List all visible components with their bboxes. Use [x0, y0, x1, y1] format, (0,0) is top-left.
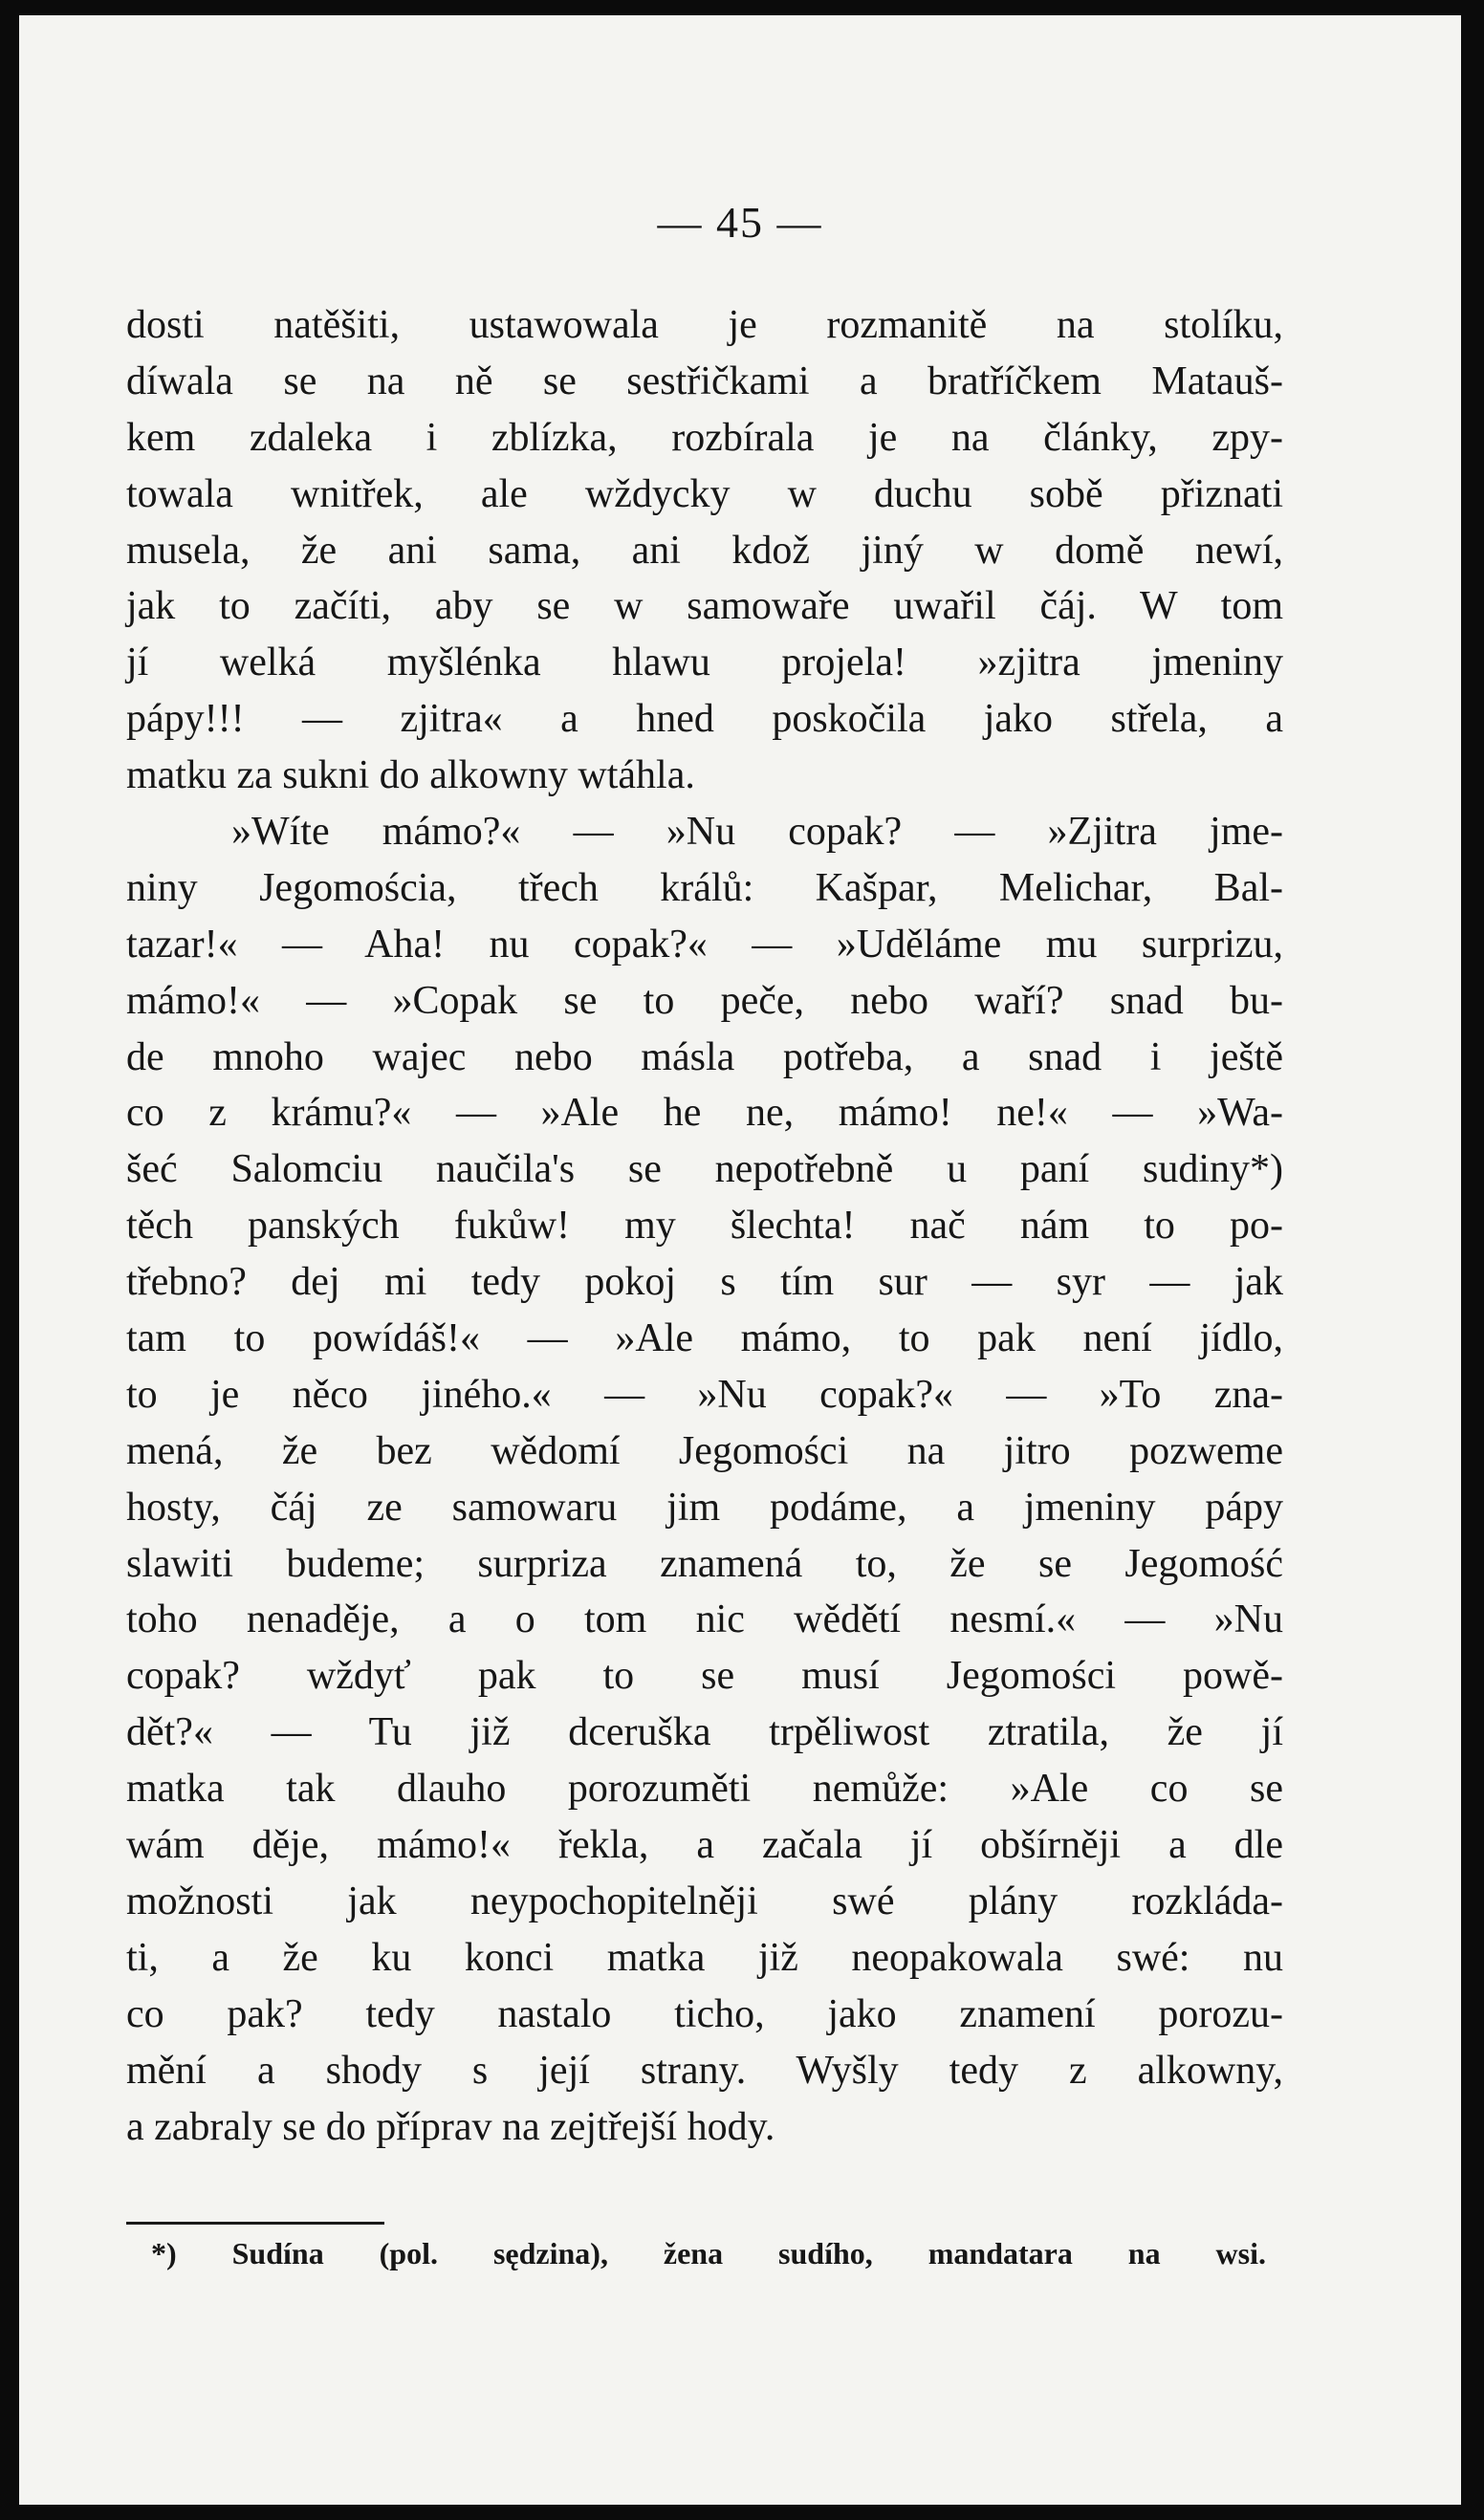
text-line: ti, a že ku konci matka již neopakowala swé: nu	[126, 1935, 1283, 1980]
text-line: co pak? tedy nastalo ticho, jako znamení porozu-	[126, 1991, 1283, 2036]
text-line: wám děje, mámo!« řekla, a začala jí obšírněji a dle	[126, 1823, 1283, 1868]
text-line: jí welká myšlénka hlawu projela! »zjitra jmeniny	[126, 641, 1283, 685]
text-line: de mnoho wajec nebo másla potřeba, a snad i ještě	[126, 1034, 1283, 1079]
text-line: dět?« — Tu již dceruška trpěliwost ztratila, že jí	[126, 1710, 1283, 1755]
text-line: matku za sukni do alkowny wtáhla.	[126, 753, 695, 798]
text-line: třebno? dej mi tedy pokoj s tím sur — syr — jak	[126, 1260, 1283, 1305]
text-line: musela, že ani sama, ani kdož jiný w domě newí,	[126, 528, 1283, 573]
text-line: »Wíte mámo?« — »Nu copak? — »Zjitra jme-	[231, 810, 1283, 855]
text-line: jak to začíti, aby se w samowaře uwařil čáj. W tom	[126, 584, 1283, 629]
text-line: těch panských fukůw! my šlechta! nač nám to po-	[126, 1204, 1283, 1249]
text-line: tam to powídáš!« — »Ale mámo, to pak není jídlo,	[126, 1316, 1283, 1361]
body-text	[126, 297, 1283, 2155]
text-line: matka tak dlauho porozuměti nemůže: »Ale co se	[126, 1767, 1283, 1812]
text-line: mámo!« — »Copak se to peče, nebo waří? snad bu-	[126, 978, 1283, 1023]
text-line: niny Jegomościa, třech králů: Kašpar, Melichar, Bal-	[126, 865, 1283, 910]
text-line: towala wnitřek, ale wždycky w duchu sobě přiznati	[126, 471, 1283, 516]
text-line: šeć Salomciu naučila's se nepotřebně u paní sudiny*)	[126, 1147, 1283, 1192]
text-line: mění a shody s její strany. Wyšly tedy z alkowny,	[126, 2048, 1283, 2093]
text-line: pápy!!! — zjitra« a hned poskočila jako střela, a	[126, 697, 1283, 742]
text-line: kem zdaleka i zblízka, rozbírala je na články, zpy-	[126, 415, 1283, 460]
text-line: díwala se na ně se sestřičkami a bratříčkem Matauš-	[126, 358, 1283, 403]
text-line: možnosti jak neypochopitelněji swé plány rozkláda-	[126, 1879, 1283, 1923]
text-line: toho nenaděje, a o tom nic wědětí nesmí.« — »Nu	[126, 1597, 1283, 1642]
text-line: dosti natěšiti, ustawowala je rozmanitě na stolíku,	[126, 303, 1283, 347]
text-line: a zabraly se do příprav na zejtřejší hody.	[126, 2104, 775, 2149]
book-page	[19, 15, 1461, 2505]
text-line: hosty, čáj ze samowaru jim podáme, a jmeniny pápy	[126, 1485, 1283, 1530]
text-line: slawiti budeme; surpriza znamená to, že se Jegomość	[126, 1541, 1283, 1586]
footnote-divider	[126, 2222, 384, 2225]
text-line: tazar!« — Aha! nu copak?« — »Uděláme mu surprizu,	[126, 922, 1283, 967]
text-line: copak? wždyť pak to se musí Jegomości powě-	[126, 1654, 1283, 1699]
text-line: mená, že bez wědomí Jegomości na jitro pozweme	[126, 1428, 1283, 1473]
text-line: co z krámu?« — »Ale he ne, mámo! ne!« — »Wa-	[126, 1091, 1283, 1136]
page-number: — 45 —	[657, 198, 823, 247]
footnote: *) Sudína (pol. sędzina), žena sudího, mandatara na wsi.	[151, 2236, 1266, 2270]
text-line: to je něco jiného.« — »Nu copak?« — »To zna-	[126, 1372, 1283, 1417]
